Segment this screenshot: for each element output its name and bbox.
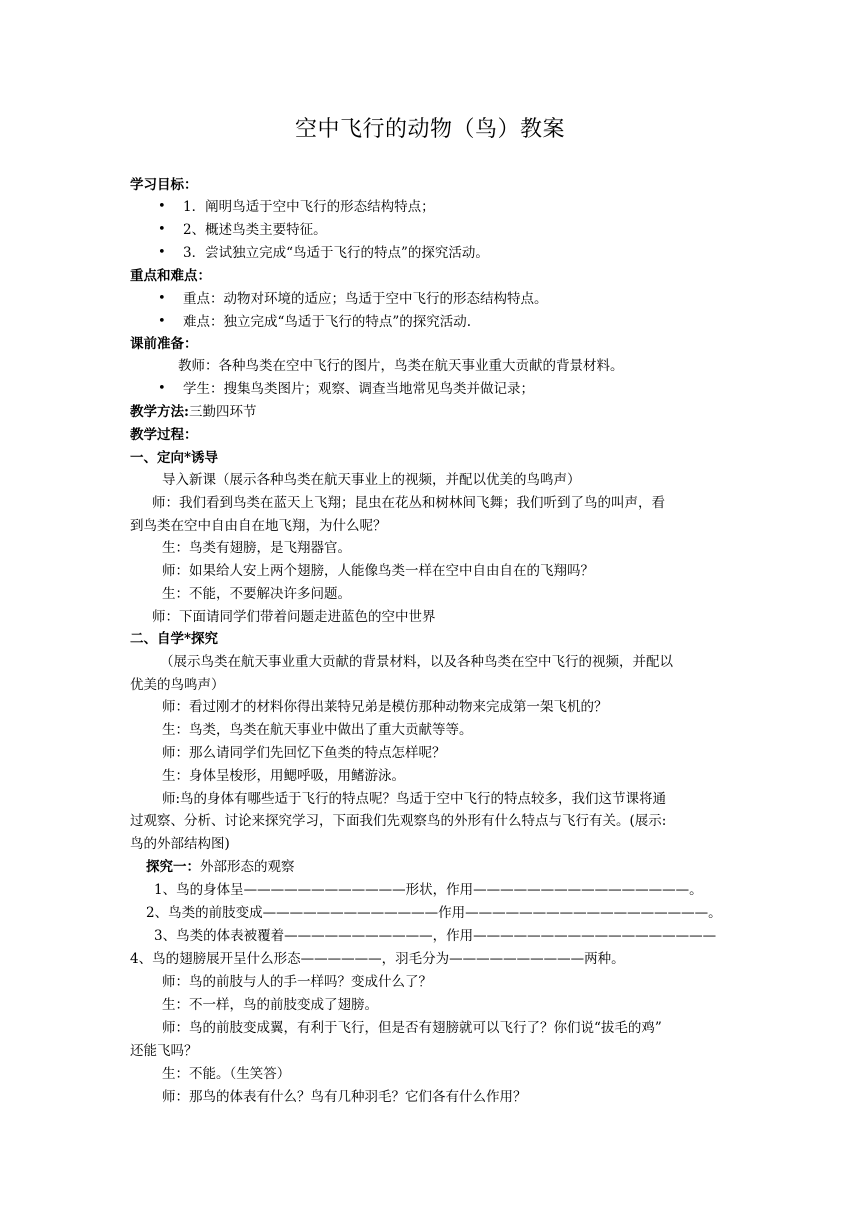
section2-line: 过观察、分析、讨论来探究学习，下面我们先观察鸟的外形有什么特点与飞行有关。(展示: [130, 813, 667, 829]
section2-line: 师：看过刚才的材料你得出莱特兄弟是模仿那种动物来完成第一架飞机的？ [162, 699, 608, 715]
dialogue-line: 师：那鸟的体表有什么？鸟有几种羽毛？它们各有什么作用？ [162, 1089, 527, 1105]
section1-line: 师：我们看到鸟类在蓝天上飞翔；昆虫在花丛和树林间飞舞；我们听到了鸟的叫声，看 [152, 495, 665, 511]
method-line [130, 404, 256, 420]
section1-line: 导入新课（展示各种鸟类在航天事业上的视频，并配以优美的鸟鸣声） [162, 472, 581, 488]
section1-line: 师：下面请同学们带着问题走进蓝色的空中世界 [152, 609, 436, 625]
section2-line: 优美的鸟鸣声） [130, 677, 225, 693]
section1-heading: 一、定向*诱导 [130, 450, 219, 466]
fill-blank-line: 1、鸟的身体呈————————————形状，作用————————————————。 [154, 882, 703, 898]
objective-item: 2、概述鸟类主要特征。 [183, 222, 327, 238]
section2-line: 师:鸟的身体有哪些适于飞行的特点呢？鸟适于空中飞行的特点较多，我们这节课将通 [162, 791, 667, 807]
explore1-label: 探究一： [146, 859, 200, 875]
method-label: 教学方法: [130, 404, 189, 420]
bullet-icon: • [158, 381, 166, 396]
prep-teacher: 教师：各种鸟类在空中飞行的图片，鸟类在航天事业重大贡献的背景材料。 [178, 358, 624, 374]
fill-blank-line: 2、鸟类的前肢变成—————————————作用——————————————————。 [146, 905, 722, 921]
dialogue-line: 师：鸟的前肢与人的手一样吗？变成什么了？ [162, 974, 432, 990]
objective-item: 3．尝试独立完成“鸟适于飞行的特点”的探究活动。 [183, 245, 489, 261]
dialogue-line: 生：不一样，鸟的前肢变成了翅膀。 [162, 997, 378, 1013]
section2-heading: 二、自学*探究 [130, 631, 219, 647]
section1-line: 生：鸟类有翅膀，是飞翔器官。 [162, 540, 351, 556]
explore1-value: 外部形态的观察 [200, 859, 295, 875]
keypoint-item: 重点：动物对环境的适应；鸟适于空中飞行的形态结构特点。 [183, 291, 548, 307]
explore1-line [146, 859, 295, 875]
bullet-icon: • [158, 245, 166, 260]
section2-line: 师：那么请同学们先回忆下鱼类的特点怎样呢？ [162, 745, 446, 761]
fill-blank-line: 4、鸟的翅膀展开呈什么形态——————，羽毛分为——————————两种。 [130, 951, 625, 967]
page-title: 空中飞行的动物（鸟）教案 [294, 117, 565, 142]
section2-line: 生：鸟类，鸟类在航天事业中做出了重大贡献等等。 [162, 722, 473, 738]
bullet-icon: • [158, 291, 166, 306]
prep-student: 学生：搜集鸟类图片；观察、调查当地常见鸟类并做记录； [183, 381, 534, 397]
section1-line: 生：不能，不要解决许多问题。 [162, 586, 351, 602]
objectives-heading: 学习目标： [130, 177, 198, 193]
dialogue-line: 还能飞吗？ [130, 1043, 198, 1059]
dialogue-line: 师：鸟的前肢变成翼，有利于飞行，但是否有翅膀就可以飞行了？你们说“拔毛的鸡” [162, 1020, 662, 1036]
method-value: 三勤四环节 [188, 404, 257, 420]
keypoint-item: 难点：独立完成“鸟适于飞行的特点”的探究活动. [183, 314, 472, 330]
bullet-icon: • [158, 314, 166, 329]
process-heading: 教学过程： [130, 427, 198, 443]
section2-line: （展示鸟类在航天事业重大贡献的背景材料，以及各种鸟类在空中飞行的视频，并配以 [160, 654, 673, 670]
section1-line: 到鸟类在空中自由自在地飞翔，为什么呢？ [130, 518, 387, 534]
section1-line: 师：如果给人安上两个翅膀，人能像鸟类一样在空中自由自在的飞翔吗？ [162, 563, 594, 579]
prep-heading: 课前准备： [130, 336, 198, 352]
keypoints-heading: 重点和难点： [130, 268, 211, 284]
objective-item: 1．阐明鸟适于空中飞行的形态结构特点； [183, 199, 435, 215]
section2-line: 生：身体呈梭形，用鳃呼吸，用鳍游泳。 [162, 768, 405, 784]
fill-blank-line: 3、鸟类的体表被覆着———————————，作用—————————————————— [154, 928, 717, 944]
section2-line: 鸟的外部结构图) [130, 836, 230, 852]
bullet-icon: • [158, 222, 166, 237]
bullet-icon: • [158, 199, 166, 214]
dialogue-line: 生：不能。（生笑答） [162, 1066, 291, 1082]
